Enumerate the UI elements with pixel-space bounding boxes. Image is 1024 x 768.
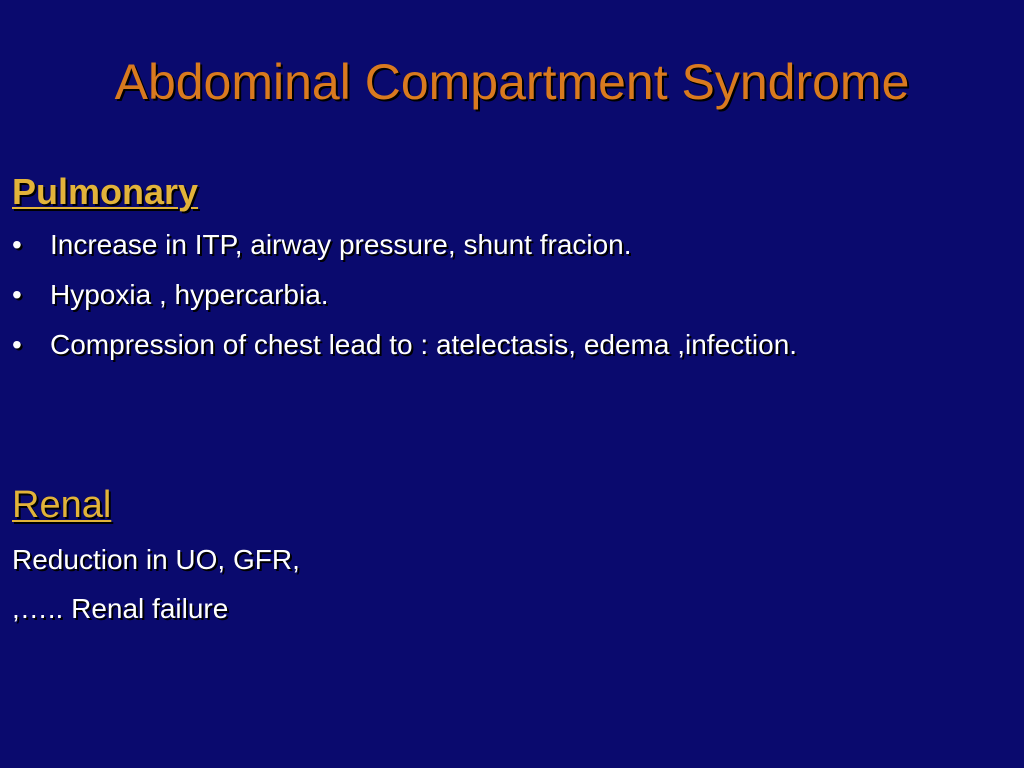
pulmonary-heading: Pulmonary	[12, 171, 199, 212]
renal-heading: Renal	[12, 484, 112, 526]
pulmonary-bullet-item	[12, 278, 797, 312]
pulmonary-bullet-text: Hypoxia , hypercarbia.	[50, 279, 329, 310]
pulmonary-bullet-text: Increase in ITP, airway pressure, shunt fracion.	[50, 229, 632, 260]
slide-title: Abdominal Compartment Syndrome	[114, 54, 910, 110]
pulmonary-bullet-item	[12, 328, 797, 362]
bullet-icon: •	[12, 329, 22, 360]
pulmonary-bullet-text: Compression of chest lead to : atelectasis, edema ,infection.	[50, 329, 798, 360]
pulmonary-bullet-item	[12, 228, 797, 262]
bullet-icon: •	[12, 279, 22, 310]
renal-line: Reduction in UO, GFR,	[12, 544, 300, 575]
pulmonary-bullet-list	[12, 228, 797, 378]
bullet-icon: •	[12, 229, 22, 260]
renal-line: ,….. Renal failure	[12, 593, 229, 624]
